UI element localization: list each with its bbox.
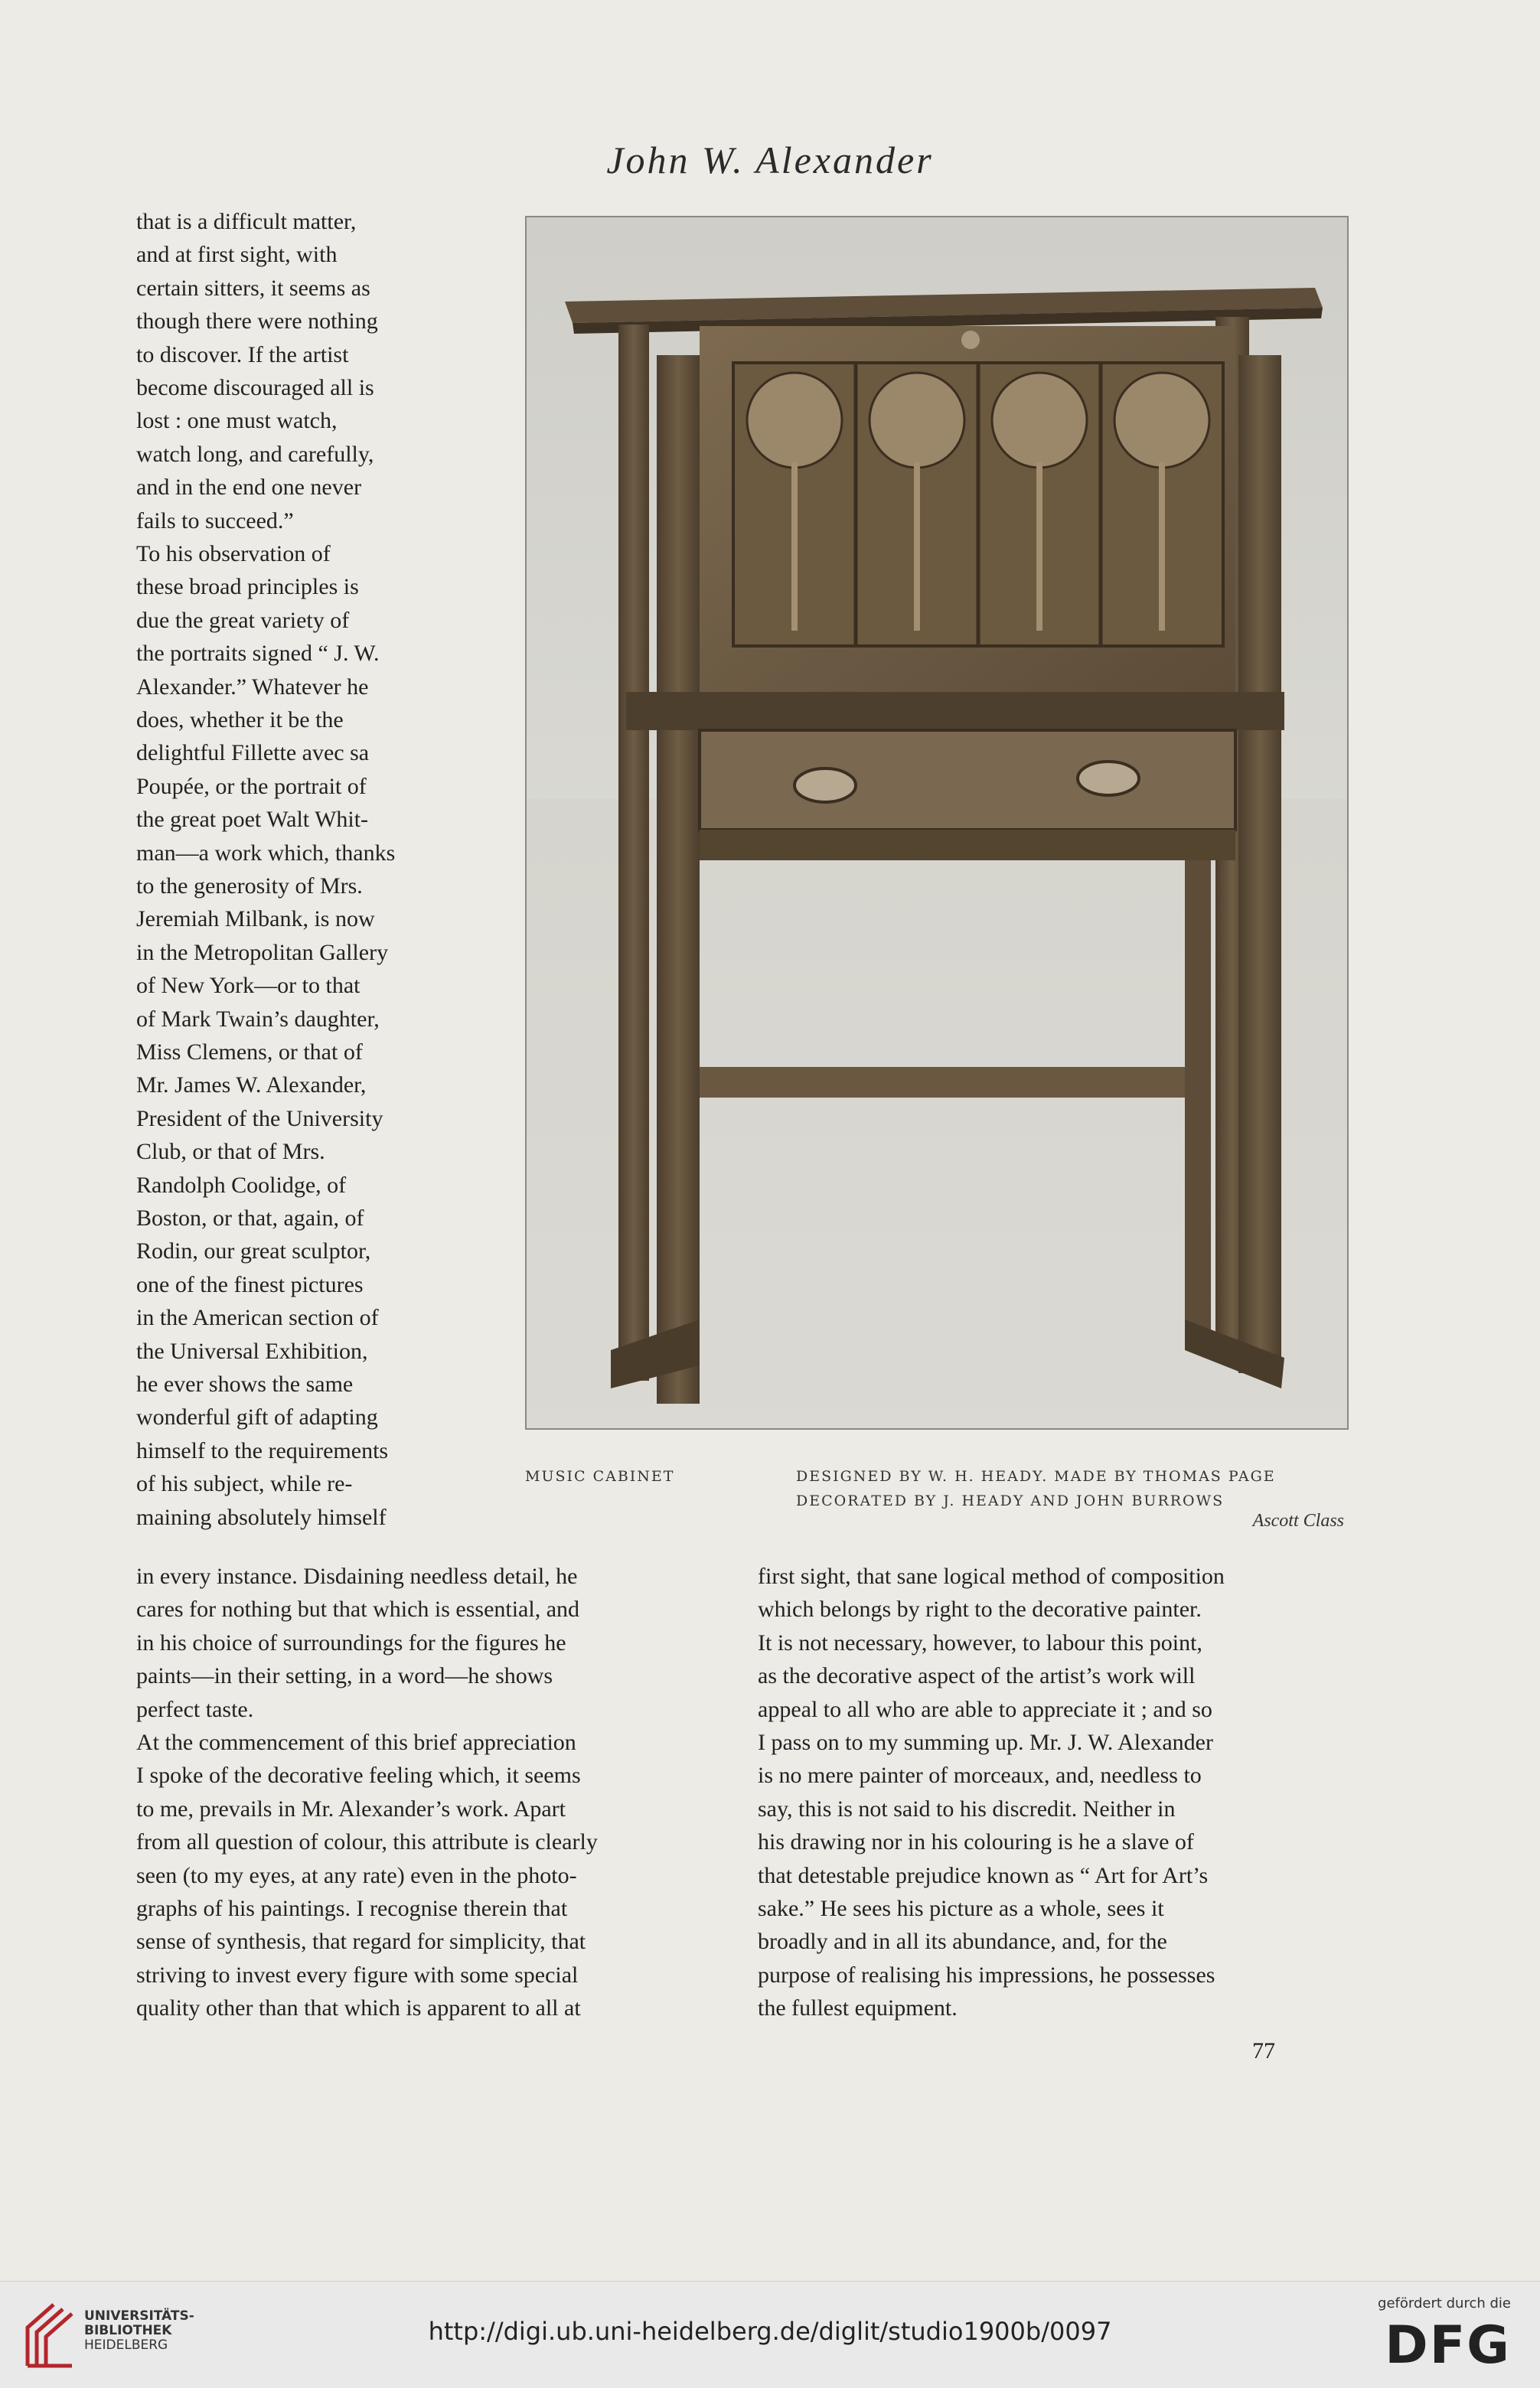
caption-line-2: DECORATED BY J. HEADY AND JOHN BURROWS xyxy=(796,1492,1225,1509)
text-line: these broad principles is xyxy=(136,574,359,600)
permalink-url[interactable]: http://digi.ub.uni-heidelberg.de/diglit/studio1900b/0097 xyxy=(428,2317,1112,2346)
text-line: delightful Fillette avec sa xyxy=(136,740,370,766)
text-line: due the great variety of xyxy=(136,607,350,633)
text-line: To his observation of xyxy=(136,541,331,566)
text-line: of New York—or to that xyxy=(136,973,361,999)
text-line: that is a difficult matter, xyxy=(136,209,357,234)
text-line: lost : one must watch, xyxy=(136,408,338,434)
text-line: Boston, or that, again, of xyxy=(136,1205,364,1231)
text-line: President of the University xyxy=(136,1105,383,1131)
text-line: purpose of realising his impressions, he possesses xyxy=(758,1962,1215,1988)
text-line: that detestable prejudice known as “ Art for Art’s xyxy=(758,1862,1209,1888)
text-line: and at first sight, with xyxy=(136,242,338,268)
text-line: It is not necessary, however, to labour this point, xyxy=(758,1630,1202,1656)
text-line: broadly and in all its abundance, and, for the xyxy=(758,1929,1167,1955)
caption-title: MUSIC CABINET xyxy=(525,1468,675,1485)
text-line: Club, or that of Mrs. xyxy=(136,1139,325,1165)
text-line: graphs of his paintings. I recognise therein that xyxy=(136,1896,568,1921)
text-line: striving to invest every figure with some special xyxy=(136,1962,579,1988)
text-line: in the American section of xyxy=(136,1305,379,1331)
dfg-logo: DFG xyxy=(1385,2315,1511,2376)
funded-by-label: gefördert durch die xyxy=(1378,2295,1511,2311)
text-line: Randolph Coolidge, of xyxy=(136,1172,347,1198)
text-line: the great poet Walt Whit- xyxy=(136,807,369,833)
text-line: Alexander.” Whatever he xyxy=(136,674,369,700)
text-line: his drawing nor in his colouring is he a slave of xyxy=(758,1829,1194,1855)
library-name: UNIVERSITÄTS- BIBLIOTHEK HEIDELBERG xyxy=(84,2308,194,2353)
text-line: to discover. If the artist xyxy=(136,341,349,367)
text-line: is no mere painter of morceaux, and, needless to xyxy=(758,1763,1202,1789)
text-line: in the Metropolitan Gallery xyxy=(136,939,389,965)
text-line: certain sitters, it seems as xyxy=(136,275,370,301)
text-line: of his subject, while re- xyxy=(136,1471,353,1497)
text-line: At the commencement of this brief appreciation xyxy=(136,1730,576,1755)
text-line: cares for nothing but that which is essential, and xyxy=(136,1597,580,1623)
text-line: to the generosity of Mrs. xyxy=(136,873,363,899)
text-line: as the decorative aspect of the artist’s work will xyxy=(758,1663,1196,1689)
music-cabinet-photograph xyxy=(525,216,1349,1430)
text-line: he ever shows the same xyxy=(136,1372,354,1397)
text-line: and in the end one never xyxy=(136,475,362,501)
page-number: 77 xyxy=(1252,2038,1275,2063)
text-line: Jeremiah Milbank, is now xyxy=(136,906,375,932)
text-line: sake.” He sees his picture as a whole, sees it xyxy=(758,1896,1164,1921)
photo-credit: Ascott Class xyxy=(1252,1511,1344,1531)
text-line: wonderful gift of adapting xyxy=(136,1404,378,1431)
text-line: himself to the requirements xyxy=(136,1437,389,1463)
text-line: in every instance. Disdaining needless detail, he xyxy=(136,1564,578,1589)
text-line: Rodin, our great sculptor, xyxy=(136,1238,371,1264)
text-line: man—a work which, thanks xyxy=(136,840,396,866)
text-line: sense of synthesis, that regard for simplicity, that xyxy=(136,1929,586,1955)
text-line: which belongs by right to the decorative painter. xyxy=(758,1597,1202,1623)
text-line: maining absolutely himself xyxy=(136,1504,387,1530)
text-line: does, whether it be the xyxy=(136,707,344,732)
text-line: one of the finest pictures xyxy=(136,1271,364,1297)
text-line: though there were nothing xyxy=(136,308,378,334)
text-line: fails to succeed.” xyxy=(136,507,294,533)
text-line: I spoke of the decorative feeling which, it seems xyxy=(136,1763,581,1789)
text-line: become discouraged all is xyxy=(136,375,374,400)
text-line: seen (to my eyes, at any rate) even in the photo- xyxy=(136,1862,577,1888)
text-line: to me, prevails in Mr. Alexander’s work. Apart xyxy=(136,1796,566,1822)
caption-line-1: DESIGNED BY W. H. HEADY. MADE BY THOMAS PAGE xyxy=(796,1468,1276,1485)
text-line: the fullest equipment. xyxy=(758,1995,958,2021)
library-footer xyxy=(0,2281,1540,2388)
text-line: from all question of colour, this attribute is clearly xyxy=(136,1829,598,1855)
text-line: quality other than that which is apparent to all at xyxy=(136,1995,581,2021)
text-line: of Mark Twain’s daughter, xyxy=(136,1006,380,1032)
running-title: John W. Alexander xyxy=(606,139,934,181)
text-line: perfect taste. xyxy=(136,1696,254,1722)
text-line: first sight, that sane logical method of composition xyxy=(758,1564,1225,1589)
text-line: in his choice of surroundings for the figures he xyxy=(136,1630,566,1656)
text-line: paints—in their setting, in a word—he shows xyxy=(136,1663,553,1689)
text-line: I pass on to my summing up. Mr. J. W. Alexander xyxy=(758,1730,1213,1755)
text-line: the Universal Exhibition, xyxy=(136,1338,368,1364)
text-line: watch long, and carefully, xyxy=(136,441,374,467)
text-line: Miss Clemens, or that of xyxy=(136,1039,363,1065)
text-line: Mr. James W. Alexander, xyxy=(136,1072,367,1098)
text-line: appeal to all who are able to appreciate it ; and so xyxy=(758,1696,1212,1722)
text-line: say, this is not said to his discredit. Neither in xyxy=(758,1796,1176,1822)
text-line: the portraits signed “ J. W. xyxy=(136,641,380,667)
text-line: Poupée, or the portrait of xyxy=(136,773,367,799)
